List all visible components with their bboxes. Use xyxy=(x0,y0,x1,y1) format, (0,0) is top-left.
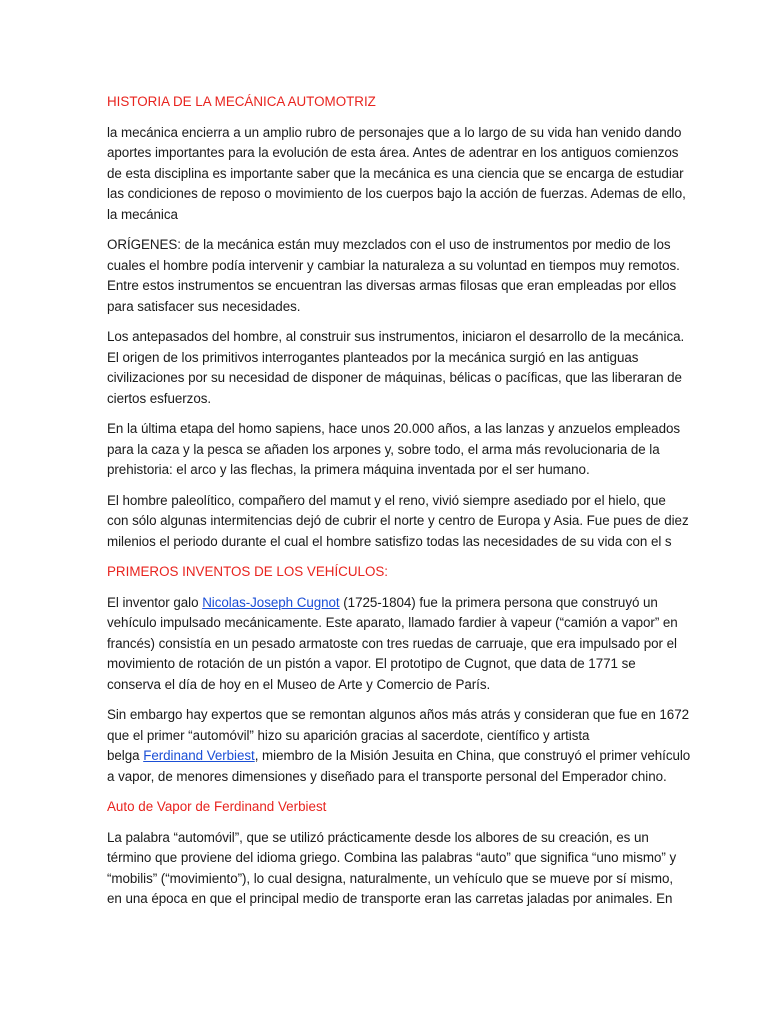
document-title: HISTORIA DE LA MECÁNICA AUTOMOTRIZ xyxy=(107,94,376,109)
section-heading-inventos: PRIMEROS INVENTOS DE LOS VEHÍCULOS: xyxy=(107,564,389,579)
paragraph-homo-sapiens xyxy=(107,419,681,481)
paragraph-automovil xyxy=(107,828,677,910)
text-line: las condiciones de reposo o movimiento de los cuerpos bajo la acción de fuerzas. Ademas de ello, xyxy=(107,186,686,201)
text-line: El origen de los primitivos interrogantes planteados por la mecánica surgió en las antiguas xyxy=(107,349,639,365)
text-span: , miembro de la Misión Jesuita en China, que construyó el primer vehículo xyxy=(254,748,691,763)
text-line: francés) consistía en un pesado armatoste con tres ruedas de carruaje, que era impulsado por el xyxy=(107,635,677,651)
text-line: a vapor, de menores dimensiones y diseñado para el transporte personal del Emperador chino. xyxy=(107,768,667,784)
text-line: para satisfacer sus necesidades. xyxy=(107,298,301,314)
text-line: conserva el día de hoy en el Museo de Arte y Comercio de París. xyxy=(107,676,491,692)
text-span: belga xyxy=(107,748,144,763)
text-line: ORÍGENES: de la mecánica están muy mezclados con el uso de instrumentos por medio de los xyxy=(107,237,671,252)
text-line: La palabra “automóvil”, que se utilizó prácticamente desde los albores de su creación, es un xyxy=(107,829,649,845)
text-line: con sólo algunas intermitencias dejó de cubrir el norte y centro de Europa y Asia. Fue pues de diez xyxy=(107,513,689,528)
text-line: Sin embargo hay expertos que se remontan algunos años más atrás y consideran que fue en 1672 xyxy=(107,707,689,722)
section-heading-auto-vapor: Auto de Vapor de Ferdinand Verbiest xyxy=(107,799,327,814)
text-line: de esta disciplina es importante saber que la mecánica es una ciencia que se encarga de estudiar xyxy=(107,165,684,181)
text-line: Entre estos instrumentos se encuentran las diversas armas filosas que eran empleadas por ellos xyxy=(107,278,677,293)
paragraph-paleolitico xyxy=(107,491,689,553)
text-line: ciertos esfuerzos. xyxy=(107,390,212,406)
text-line xyxy=(107,746,691,767)
link-ferdinand-verbiest[interactable]: Ferdinand Verbiest xyxy=(143,748,255,763)
text-line: que el primer “automóvil” hizo su aparición gracias al sacerdote, científico y artista xyxy=(107,727,590,743)
text-line: la mecánica encierra a un amplio rubro de personajes que a lo largo de su vida han venido dando xyxy=(107,124,682,140)
text-line: El hombre paleolítico, compañero del mamut y el reno, vivió siempre asediado por el hielo, que xyxy=(107,492,666,508)
text-span: (1725-1804) fue la primera persona que construyó un xyxy=(339,594,658,610)
text-line: aportes importantes para la evolución de esta área. Antes de adentrar en los antiguos comienzos xyxy=(107,145,679,160)
text-line: milenios el periodo durante el cual el hombre satisfizo todas las necesidades de su vida con el s xyxy=(107,533,672,549)
text-line: movimiento de rotación de un pistón a vapor. El prototipo de Cugnot, que data de 1771 se xyxy=(107,656,636,671)
text-line: término que proviene del idioma griego. Combina las palabras “auto” que significa “uno mismo” y xyxy=(107,850,677,865)
paragraph-verbiest xyxy=(107,705,691,787)
link-nicolas-joseph-cugnot[interactable]: Nicolas-Joseph Cugnot xyxy=(202,594,340,610)
text-line: “mobilis” (“movimiento”), lo cual designa, naturalmente, un vehículo que se mueve por sí mismo, xyxy=(107,870,674,886)
document-page xyxy=(107,92,691,920)
paragraph-antepasados xyxy=(107,327,685,409)
text-span: El inventor galo xyxy=(107,594,203,610)
text-line: vehículo impulsado mecánicamente. Este aparato, llamado fardier à vapeur (“camión a vapor” en xyxy=(107,615,678,630)
text-line: la mecánica xyxy=(107,206,178,222)
text-line: En la última etapa del homo sapiens, hace unos 20.000 años, a las lanzas y anzuelos empleados xyxy=(107,421,681,436)
text-line: en una época en que el principal medio de transporte eran las carretas jaladas por animales. En xyxy=(107,891,673,906)
text-line: para la caza y la pesca se añaden los arpones y, sobre todo, el arma más revolucionaria de la xyxy=(107,441,660,457)
text-line: cuales el hombre podía intervenir y cambiar la naturaleza a su voluntad en tiempos muy remotos. xyxy=(107,257,680,273)
paragraph-cugnot xyxy=(107,593,678,696)
text-line: civilizaciones por su necesidad de disponer de máquinas, bélicas o pacíficas, que las liberaran de xyxy=(107,370,682,385)
text-line xyxy=(107,593,667,614)
paragraph-origenes xyxy=(107,235,680,317)
text-line: prehistoria: el arco y las flechas, la primera máquina inventada por el ser humano. xyxy=(107,462,590,477)
paragraph-intro xyxy=(107,123,686,226)
text-line: Los antepasados del hombre, al construir sus instrumentos, iniciaron el desarrollo de la mecánica. xyxy=(107,329,685,344)
